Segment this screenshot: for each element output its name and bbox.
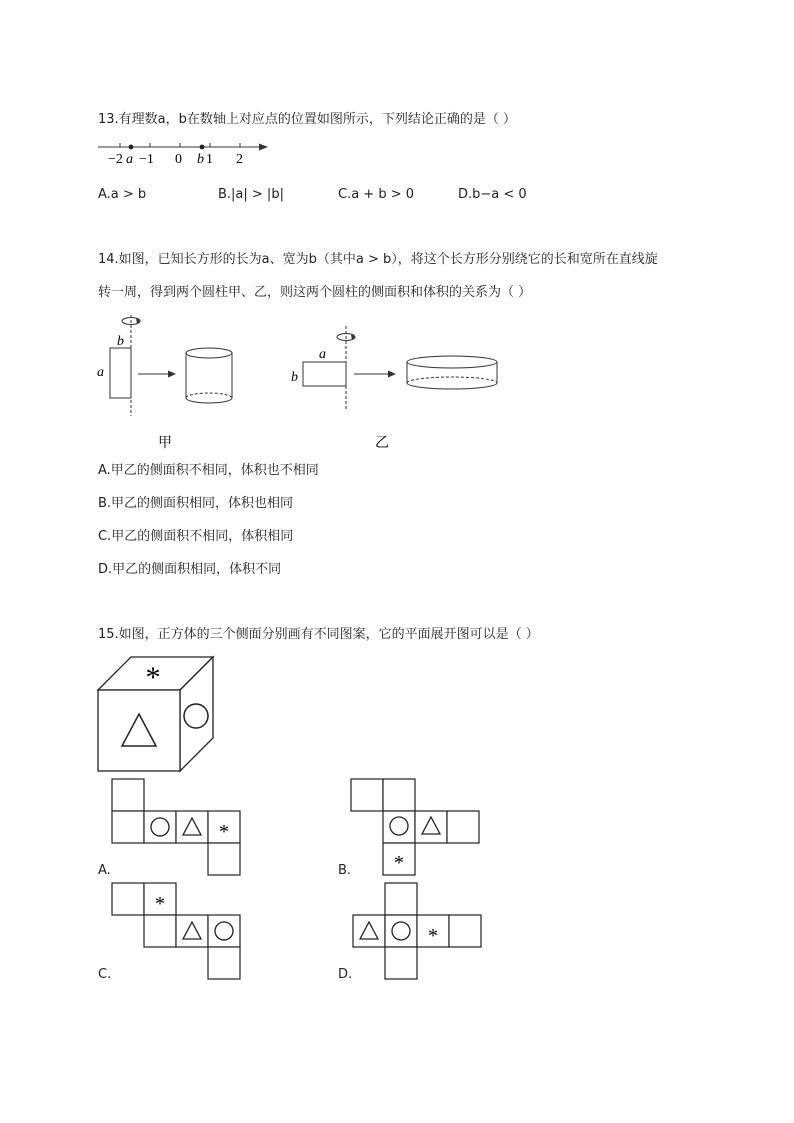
q15-option-d-label[interactable]: D. [338, 967, 353, 982]
net-d-star-icon: * [428, 925, 438, 947]
q13-stem: 13.有理数a，b在数轴上对应点的位置如图所示，下列结论正确的是（ ） [98, 112, 517, 127]
q13-option-d[interactable]: D.b−a < 0 [458, 187, 527, 202]
cube-star-icon: * [145, 661, 161, 694]
q15-option-b-label[interactable]: B. [338, 863, 352, 878]
net-d [353, 883, 481, 979]
tick-label-0: 0 [175, 152, 182, 167]
caption-jia: 甲 [158, 436, 172, 451]
tick-label-1: 1 [206, 152, 213, 167]
tick-label-minus2: −2 [108, 152, 123, 167]
left-side-b-label: b [117, 334, 124, 349]
q15-option-c-label[interactable]: C. [98, 967, 112, 982]
point-a-label: a [126, 152, 133, 167]
net-b [351, 779, 479, 875]
right-side-b-label: b [291, 370, 298, 385]
net-c [112, 883, 240, 979]
q13-option-b[interactable]: B.|a| > |b| [218, 187, 284, 202]
right-side-a-label: a [319, 347, 326, 362]
net-a-star-icon: * [219, 821, 229, 843]
net-b-star-icon: * [394, 852, 404, 874]
left-side-a-label: a [97, 365, 104, 380]
q13-option-c[interactable]: C.a + b > 0 [338, 187, 415, 202]
caption-yi: 乙 [375, 436, 389, 451]
net-c-star-icon: * [155, 893, 165, 915]
point-b-label: b [197, 152, 204, 167]
q14-option-d[interactable]: D.甲乙的侧面积相同，体积不同 [98, 562, 282, 577]
q14-option-c[interactable]: C.甲乙的侧面积不相同，体积相同 [98, 529, 294, 544]
cube-figure [98, 657, 213, 771]
q14-option-b[interactable]: B.甲乙的侧面积相同，体积也相同 [98, 496, 294, 511]
q14-option-a[interactable]: A.甲乙的侧面积不相同，体积也不相同 [98, 463, 319, 478]
tick-label-minus1: −1 [139, 152, 154, 167]
tick-label-2: 2 [236, 152, 243, 167]
q13-option-a[interactable]: A.a > b [98, 187, 147, 202]
q15-option-a-label[interactable]: A. [98, 863, 111, 878]
q15-stem: 15.如图，正方体的三个侧面分别画有不同图案，它的平面展开图可以是（ ） [98, 627, 539, 642]
q14-stem-line1: 14.如图，已知长方形的长为a、宽为b（其中a > b），将这个长方形分别绕它的长和宽所在直线旋 [98, 252, 658, 267]
q14-stem-line2: 转一周，得到两个圆柱甲、乙，则这两个圆柱的侧面积和体积的关系为（ ） [98, 285, 532, 300]
